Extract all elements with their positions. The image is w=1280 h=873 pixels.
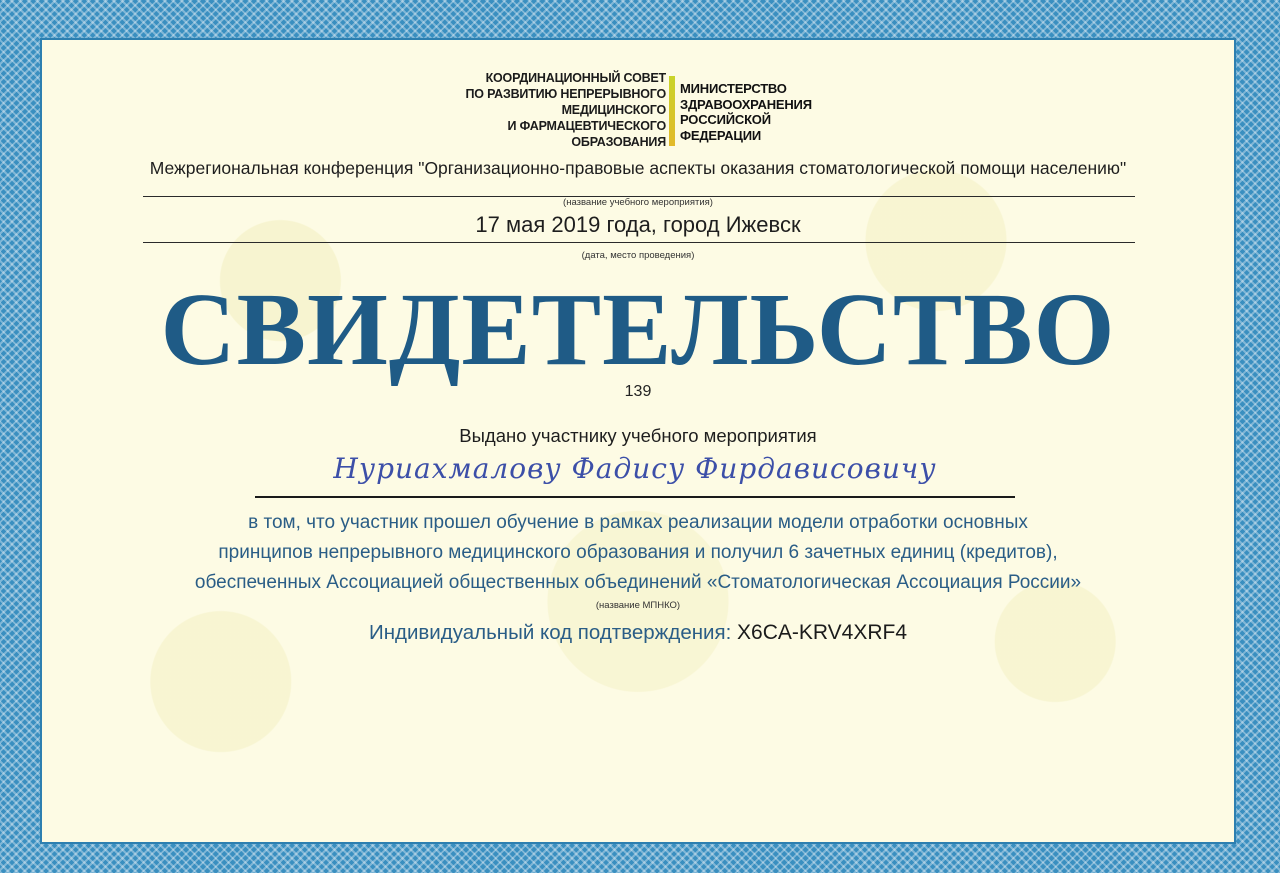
issued-label: Выдано участнику учебного мероприятия xyxy=(459,425,817,446)
confirmation-code-label: Индивидуальный код подтверждения: xyxy=(368,621,732,644)
ministry-line: ФЕДЕРАЦИИ xyxy=(680,127,761,143)
council-line: ОБРАЗОВАНИЯ xyxy=(571,135,666,149)
council-line: И ФАРМАЦЕВТИЧЕСКОГО xyxy=(507,119,666,133)
event-name-caption: (название учебного мероприятия) xyxy=(563,197,713,208)
event-date-caption: (дата, место проведения) xyxy=(581,250,695,261)
event-date-underline xyxy=(143,242,1135,243)
ministry-logo-text xyxy=(680,81,880,143)
recipient-underline xyxy=(255,496,1015,498)
council-line: МЕДИЦИНСКОГО xyxy=(561,103,666,117)
event-date-place: 17 мая 2019 года, город Ижевск xyxy=(475,212,801,237)
council-line: КООРДИНАЦИОННЫЙ СОВЕТ xyxy=(485,71,666,85)
council-logo-text xyxy=(440,70,666,150)
recipient-handwritten-name: Нуриахмалову Фадису Фирдависовичу xyxy=(333,452,937,485)
confirmation-code-value: X6CA-KRV4XRF4 xyxy=(737,621,908,644)
ministry-line: МИНИСТЕРСТВО xyxy=(680,81,787,96)
certificate-title: СВИДЕТЕЛЬСТВО xyxy=(160,272,1116,387)
body-line: обеспеченных Ассоциацией общественных объединений «Стоматологическая Ассоциация России» xyxy=(194,572,1082,593)
body-line: в том, что участник прошел обучение в рамках реализации модели отработки основных xyxy=(248,512,1028,533)
confirmation-code-line xyxy=(40,621,1236,645)
council-line: ПО РАЗВИТИЮ НЕПРЕРЫВНОГО xyxy=(465,87,666,101)
ministry-line: РОССИЙСКОЙ xyxy=(680,112,771,127)
ministry-line: ЗДРАВООХРАНЕНИЯ xyxy=(680,96,812,112)
event-name: Межрегиональная конференция "Организационно-правовые аспекты оказания стоматологической помощи населению" xyxy=(149,158,1127,178)
body-line: принципов непрерывного медицинского образования и получил 6 зачетных единиц (кредитов), xyxy=(218,542,1058,563)
org-caption: (название МПНКО) xyxy=(595,600,681,611)
certificate-body xyxy=(40,508,1236,598)
ministry-logo-bar xyxy=(669,76,675,146)
certificate-number: 139 xyxy=(624,383,652,400)
